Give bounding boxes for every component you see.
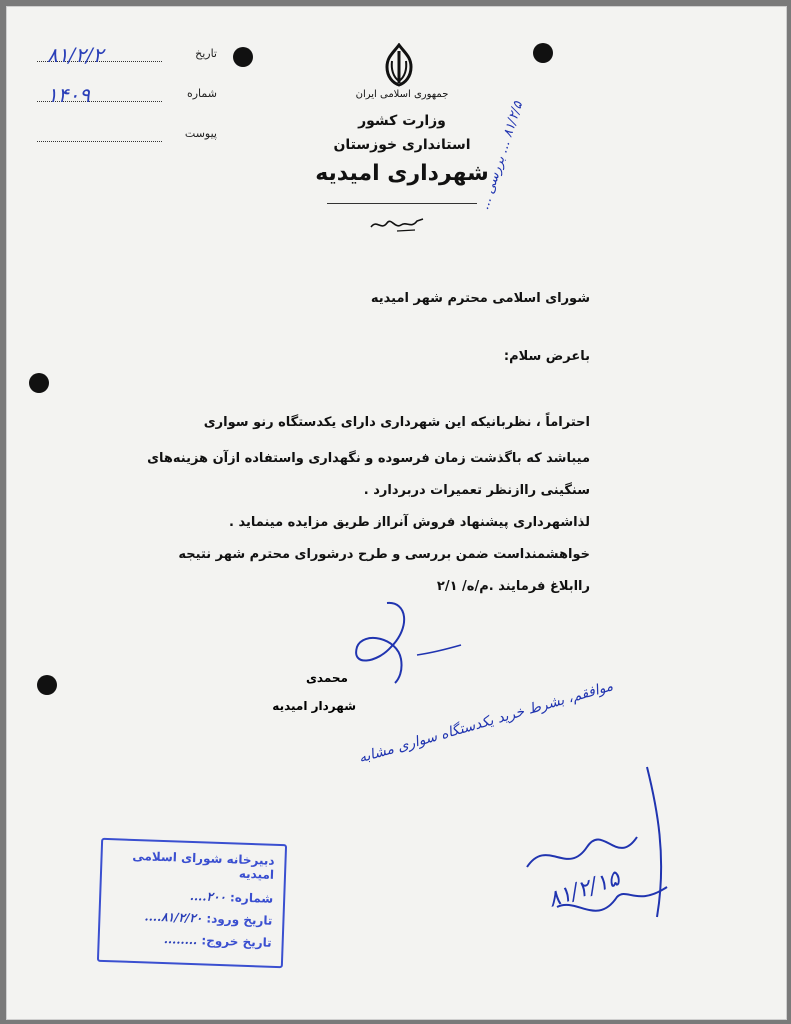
stamp-exit-date-row: تاریخ خروج: ........ [163,932,272,950]
approval-date: ۸۱/۲/۱۵ [544,866,623,913]
number-value: ۱۴۰۹ [47,83,90,107]
attachment-field [37,127,217,167]
signer-title: شهردار امیدیه [272,699,356,713]
bismillah-calligraphy [367,213,427,235]
date-field [37,43,217,87]
body-line: سنگینی راازنظر تعمیرات دربردارد . [363,483,590,498]
recipient-line: شورای اسلامی محترم شهر امیدیه [370,291,590,306]
stamp-number-row: شماره: ۲۰۰.... [189,888,274,906]
body-line: احتراماً ، نظربانیکه این شهرداری دارای یکدستگاه رنو سواری [203,415,590,430]
body-line: لذاشهرداری پیشنهاد فروش آنرااز طریق مزایده مینماید . [229,515,590,530]
number-field [37,83,217,127]
council-registry-stamp [97,838,287,968]
punch-hole [533,43,553,63]
stamp-entry-date-row: تاریخ ورود: ۸۱/۲/۲۰.... [144,909,273,928]
punch-hole [37,675,57,695]
municipality-title: شهرداری امیدیه [315,161,489,186]
stamp-title: دبیرخانه شورای اسلامی امیدیه [132,848,275,882]
number-label: شماره [186,87,217,100]
approval-note: موافقم، بشرط خرید یکدستگاه سواری مشابه [357,678,615,767]
punch-hole [233,47,253,67]
body-line: میباشد که باگذشت زمان فرسوده و نگهداری واستفاده ازآن هزینه‌های [147,451,590,466]
side-note: ۸۱/۲/۵ ... بررسی ... [477,99,527,212]
date-label: تاریخ [195,47,217,60]
ministry-title: وزارت کشور [358,113,446,129]
province-title: استانداری خوزستان [333,137,471,153]
letter-meta-fields [37,43,217,167]
date-value: ۸۱/۲/۲ [47,43,104,67]
letter-page [6,6,787,1020]
approval-signature-scribble [507,747,697,947]
greeting-line: باعرض سلام: [503,349,590,364]
header-divider [327,203,477,204]
republic-title: جمهوری اسلامی ایران [355,89,449,100]
signature-scribble [327,597,467,687]
punch-hole [29,373,49,393]
signer-name: محمدی [305,671,348,685]
body-line: خواهشمنداست ضمن بررسی و طرح درشورای محترم شهر نتیجه [178,547,590,562]
iran-emblem-icon [379,43,419,87]
body-line: راابلاغ فرمایند .م/ه/ ۲/۱ [436,579,590,594]
attachment-label: پیوست [184,127,217,140]
